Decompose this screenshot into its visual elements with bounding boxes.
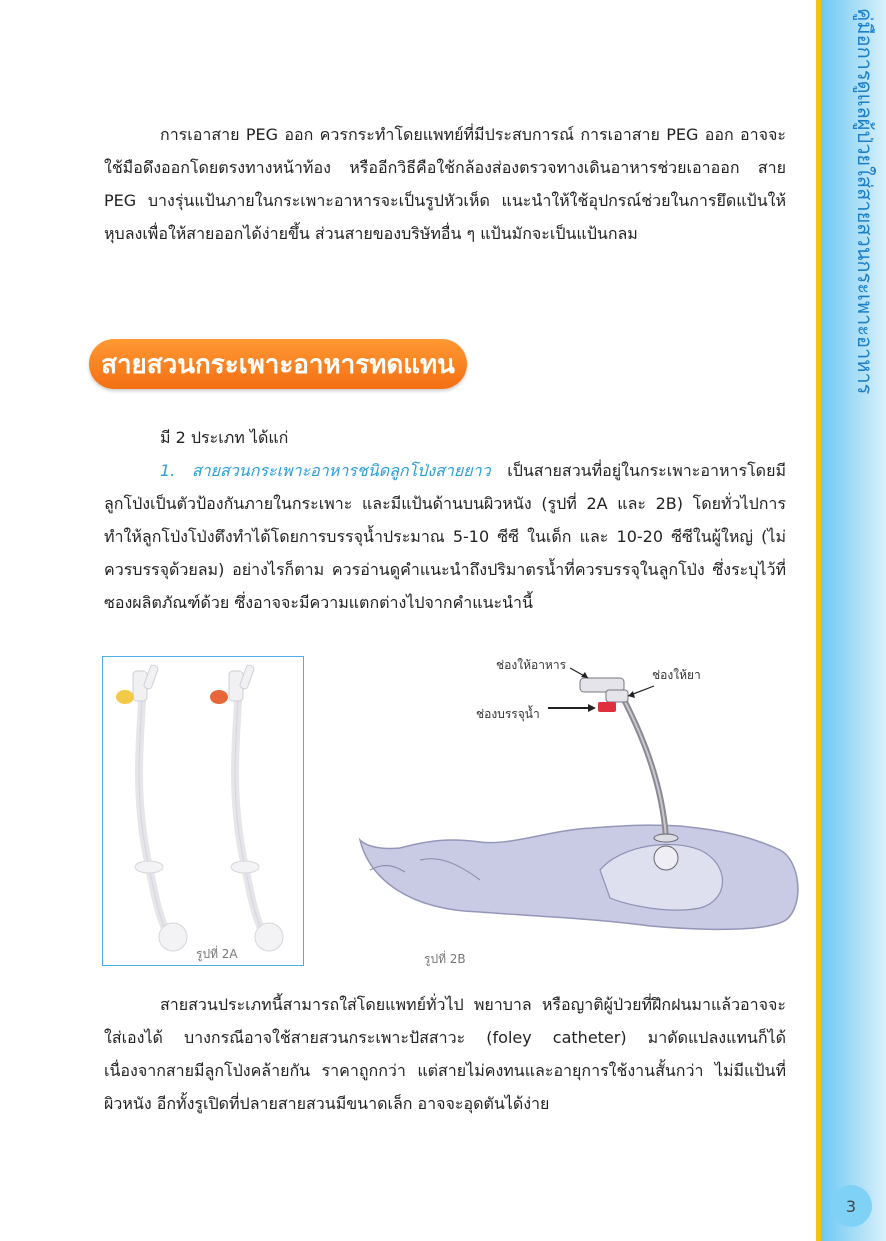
- body-silhouette: [360, 825, 798, 929]
- figure-2a-photo: [102, 656, 304, 966]
- label-medication-port: ช่องให้ยา: [652, 668, 701, 682]
- balloon-tube-2: [210, 664, 283, 951]
- page-number: 3: [830, 1185, 872, 1227]
- running-header: คู่มือการดูแลผู้ป่วยใส่สายสวนกระเพาะอาหาร: [853, 8, 877, 395]
- type1-body: เป็นสายสวนที่อยู่ในกระเพาะอาหารโดยมีลูกโป่งเป็นตัวป้องกันภายในกระเพาะ และมีแป้นด้านบนผิวหนัง (รูปที่ 2A และ 2B) โดยทั่วไปการทำให้ลูกโป่งโป่งตึงทำได้โดยการบรรจุน้ำประมาณ 5-10 ซีซี ในเด็ก และ 10-20 ซีซีในผู้ใหญ่ (ไม่ควรบรรจุด้วยลม) อย่างไรก็ตาม ควรอ่านดูคำแนะนำถึงปริมาตรน้ำที่ควรบรรจุในลูกโป่ง ซึ่งระบุไว้ที่ซองผลิตภัณฑ์ด้วย ซึ่งอาจจะมีความแตกต่างไปจากคำแนะนำนี้: [104, 461, 786, 612]
- balloon-port-red: [598, 702, 616, 712]
- type1-heading: 1. สายสวนกระเพาะอาหารชนิดลูกโป่งสายยาว: [160, 461, 491, 480]
- caption-2b: รูปที่ 2B: [424, 952, 466, 966]
- section-heading: สายสวนกระเพาะอาหารทดแทน: [89, 339, 467, 389]
- intro-paragraph: [104, 118, 786, 250]
- type1-paragraph: [104, 454, 786, 619]
- intro-text: การเอาสาย PEG ออก ควรกระทำโดยแพทย์ที่มีประสบการณ์ การเอาสาย PEG ออก อาจจะใช้มือดึงออกโดยตรงทางหน้าท้อง หรืออีกวิธีคือใช้กล้องส่องตรวจทางเดินอาหารช่วยเอาออก สาย PEG บางรุ่นแป้นภายในกระเพาะอาหารจะเป็นรูปหัวเห็ด แนะนำให้ใช้อุปกรณ์ช่วยในการยึดแป้นให้หุบลงเพื่อให้สายออกได้ง่ายขึ้น ส่วนสายของบริษัทอื่น ๆ แป้นมักจะเป็นแป้นกลม: [104, 125, 786, 243]
- closing-text: สายสวนประเภทนี้สามารถใส่โดยแพทย์ทั่วไป พยาบาล หรือญาติผู้ป่วยที่ฝึกฝนมาแล้วอาจจะใส่เองได้ บางกรณีอาจใช้สายสวนกระเพาะปัสสาวะ (foley catheter) มาดัดแปลงแทนก็ได้ เนื่องจากสายมีลูกโป่งคล้ายกัน ราคาถูกกว่า แต่สายไม่คงทนและอายุการใช้งานสั้นกว่า ไม่มีแป้นที่ผิวหนัง อีกทั้งรูเปิดที่ปลายสายสวนมีขนาดเล็ก อาจจะอุดตันได้ง่าย: [104, 995, 786, 1113]
- closing-paragraph: [104, 988, 786, 1120]
- figure-2b-diagram: [330, 650, 816, 950]
- types-intro: มี 2 ประเภท ได้แก่: [160, 428, 289, 447]
- label-feeding-port: ช่องให้อาหาร: [496, 658, 567, 672]
- label-balloon-port: ช่องบรรจุน้ำ: [476, 707, 540, 721]
- feeding-tube: [620, 692, 666, 838]
- caption-2a: รูปที่ 2A: [196, 947, 238, 961]
- balloon-tube-1: [116, 664, 187, 951]
